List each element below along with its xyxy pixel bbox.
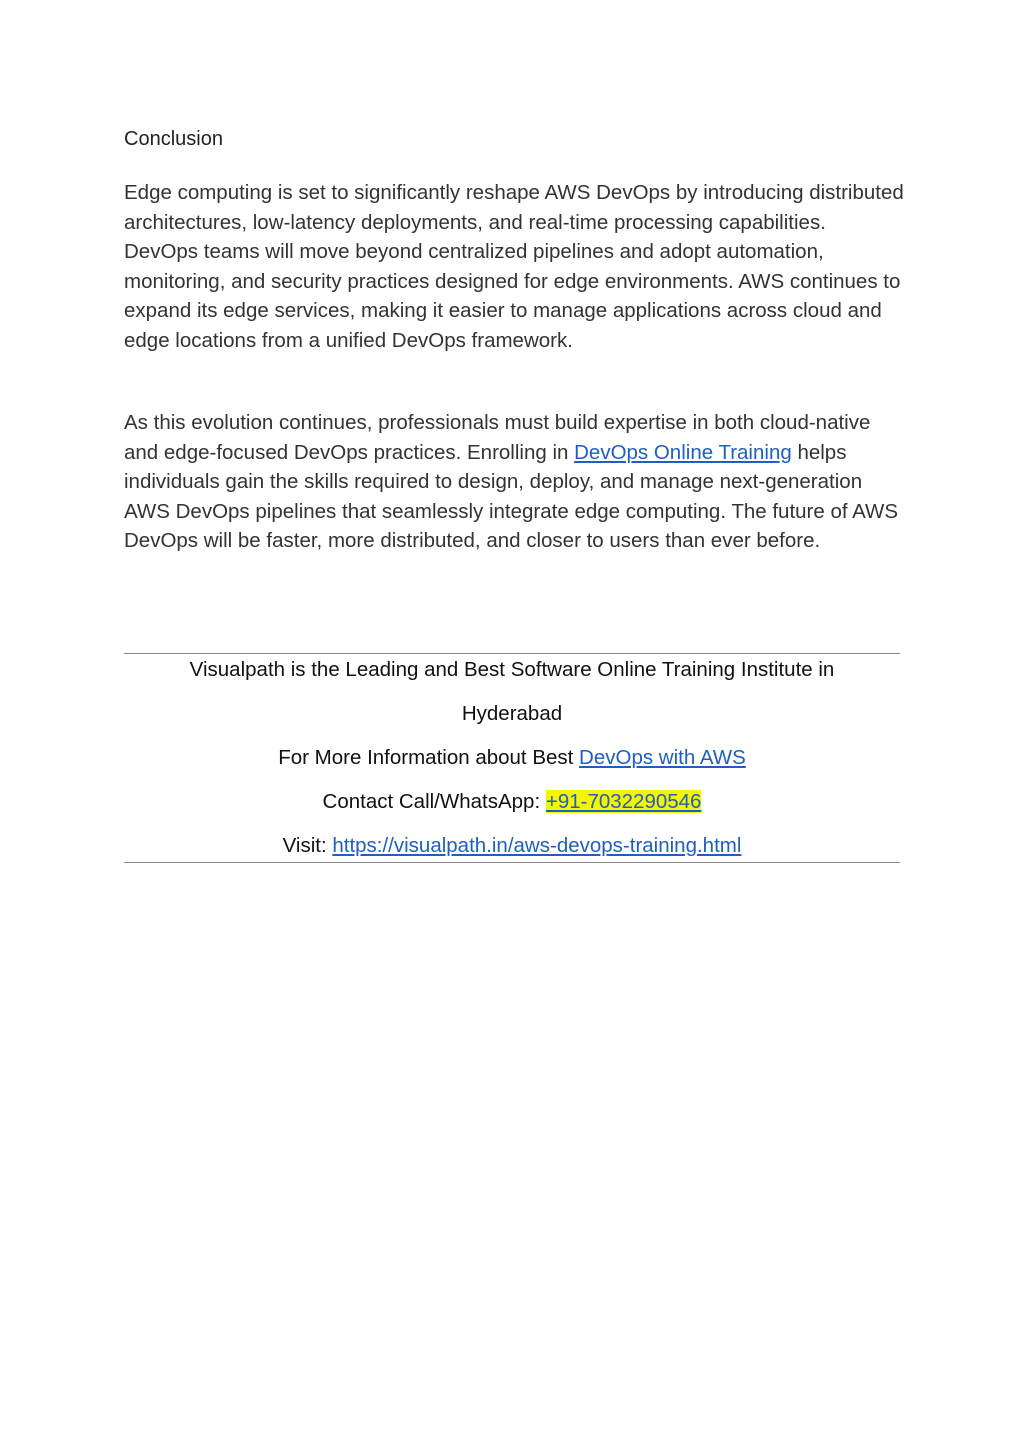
section-heading: Conclusion xyxy=(124,128,223,150)
footer-contact-label: Contact Call/WhatsApp: xyxy=(322,790,546,813)
visit-url-link[interactable]: https://visualpath.in/aws-devops-training.html xyxy=(332,834,742,857)
conclusion-paragraph-2 xyxy=(124,408,904,556)
footer-visit-label: Visit: xyxy=(282,834,333,857)
footer-top-divider xyxy=(124,653,900,654)
footer-contact-line xyxy=(124,787,900,817)
contact-phone-link[interactable]: +91-7032290546 xyxy=(545,790,702,813)
conclusion-paragraph-1: Edge computing is set to significantly reshape AWS DevOps by introducing distributed architectures, low-latency deployments, and real-time processing capabilities. DevOps teams will move beyond centralized pipelines and adopt automation, monitoring, and security practices designed for edge environments. AWS continues to expand its edge services, making it easier to manage applications across cloud and edge locations from a unified DevOps framework. xyxy=(124,181,904,352)
devops-with-aws-link[interactable]: DevOps with AWS xyxy=(579,746,746,769)
footer-info-label: For More Information about Best xyxy=(278,746,580,769)
footer-tagline: Visualpath is the Leading and Best Software Online Training Institute in xyxy=(189,658,835,681)
paragraph-2-text-before: As this evolution continues, professionals must build expertise in both cloud-native and edge-focused DevOps practices. Enrolling in xyxy=(124,411,871,464)
devops-online-training-link[interactable]: DevOps Online Training xyxy=(574,440,792,464)
paragraph-2-text-after: helps individuals gain the skills required to design, deploy, and manage next-generation AWS DevOps pipelines that seamlessly integrate edge computing. The future of AWS DevOps will be faster, more distributed, and closer to users than ever before. xyxy=(124,440,899,552)
footer-bottom-divider xyxy=(124,862,900,863)
footer-info-line xyxy=(124,743,900,773)
footer-visit-line xyxy=(124,831,900,861)
footer-city: Hyderabad xyxy=(461,702,563,725)
